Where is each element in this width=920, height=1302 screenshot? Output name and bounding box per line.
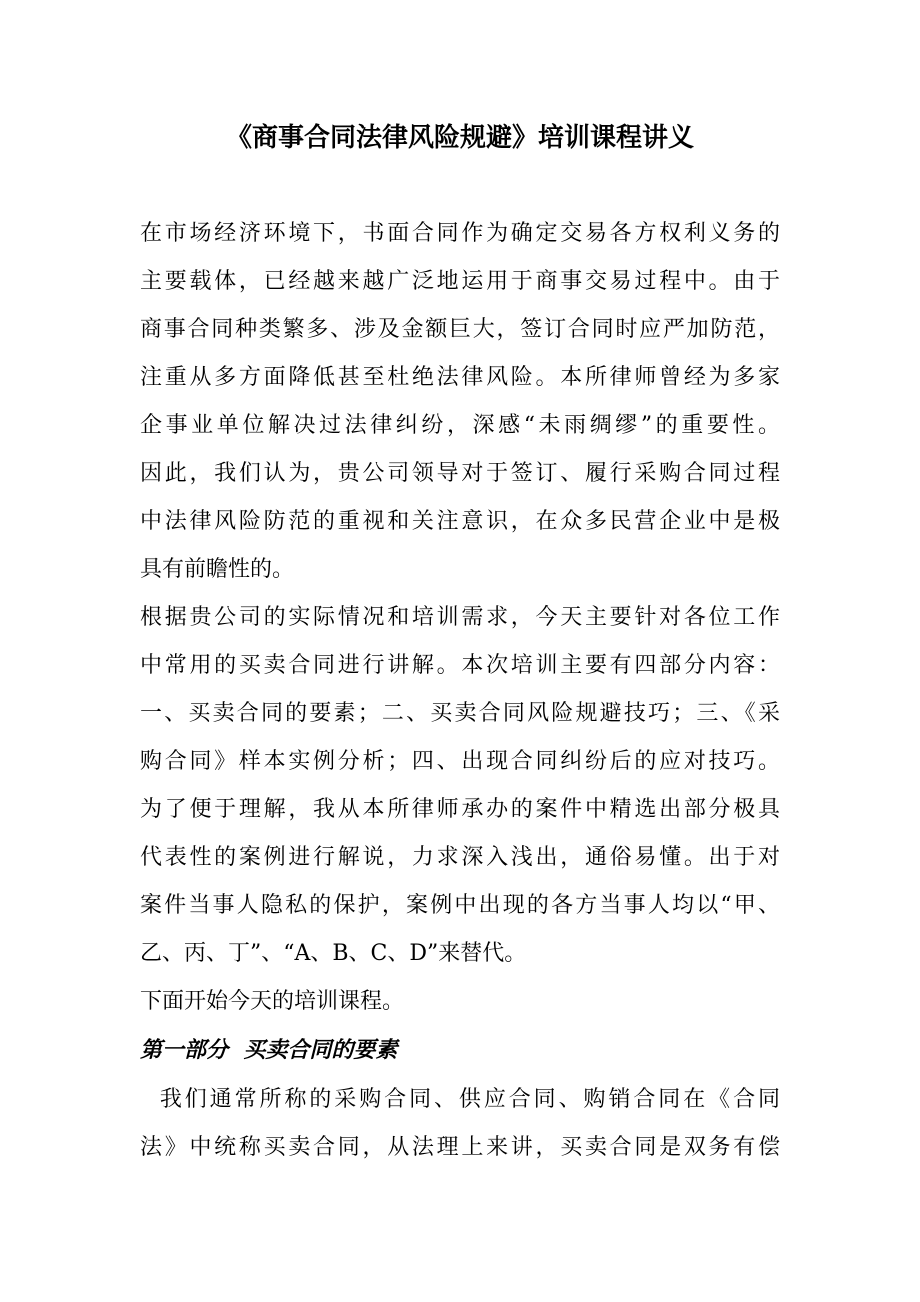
body-line: 中法律风险防范的重视和关注意识，在众多民营企业中是极 xyxy=(140,509,780,534)
body-line: 因此，我们认为，贵公司领导对于签订、履行采购合同过程 xyxy=(140,461,780,486)
body-line: 注重从多方面降低甚至杜绝法律风险。本所律师曾经为多家 xyxy=(140,365,780,390)
body-line: 为了便于理解，我从本所律师承办的案件中精选出部分极具 xyxy=(140,797,780,822)
section-heading: 第一部分 买卖合同的要素 xyxy=(140,1037,398,1063)
body-line: 商事合同种类繁多、涉及金额巨大，签订合同时应严加防范， xyxy=(140,317,780,342)
body-line: 根据贵公司的实际情况和培训需求，今天主要针对各位工作 xyxy=(140,605,780,630)
body-line: 法》中统称买卖合同，从法理上来讲，买卖合同是双务有偿 xyxy=(140,1135,780,1160)
body-line: 企事业单位解决过法律纠纷，深感“未雨绸缪”的重要性。 xyxy=(140,413,780,438)
body-line: 具有前瞻性的。 xyxy=(140,557,295,582)
body-line: 代表性的案例进行解说，力求深入浅出，通俗易懂。出于对 xyxy=(140,845,780,870)
body-line: 购合同》样本实例分析；四、出现合同纠纷后的应对技巧。 xyxy=(140,749,780,774)
body-line: 主要载体，已经越来越广泛地运用于商事交易过程中。由于 xyxy=(140,269,780,294)
body-line: 我们通常所称的采购合同、供应合同、购销合同在《合同 xyxy=(140,1087,780,1112)
body-line: 案件当事人隐私的保护，案例中出现的各方当事人均以“甲、 xyxy=(140,893,780,918)
body-line: 中常用的买卖合同进行讲解。本次培训主要有四部分内容： xyxy=(140,653,780,678)
body-line: 一、买卖合同的要素；二、买卖合同风险规避技巧；三、《采 xyxy=(140,701,780,726)
page-title: 《商事合同法律风险规避》培训课程讲义 xyxy=(225,123,694,153)
body-line: 乙、丙、丁”、“A、B、C、D”来替代。 xyxy=(140,941,527,966)
body-line: 下面开始今天的培训课程。 xyxy=(140,989,405,1014)
body-line: 在市场经济环境下，书面合同作为确定交易各方权利义务的 xyxy=(140,221,780,246)
